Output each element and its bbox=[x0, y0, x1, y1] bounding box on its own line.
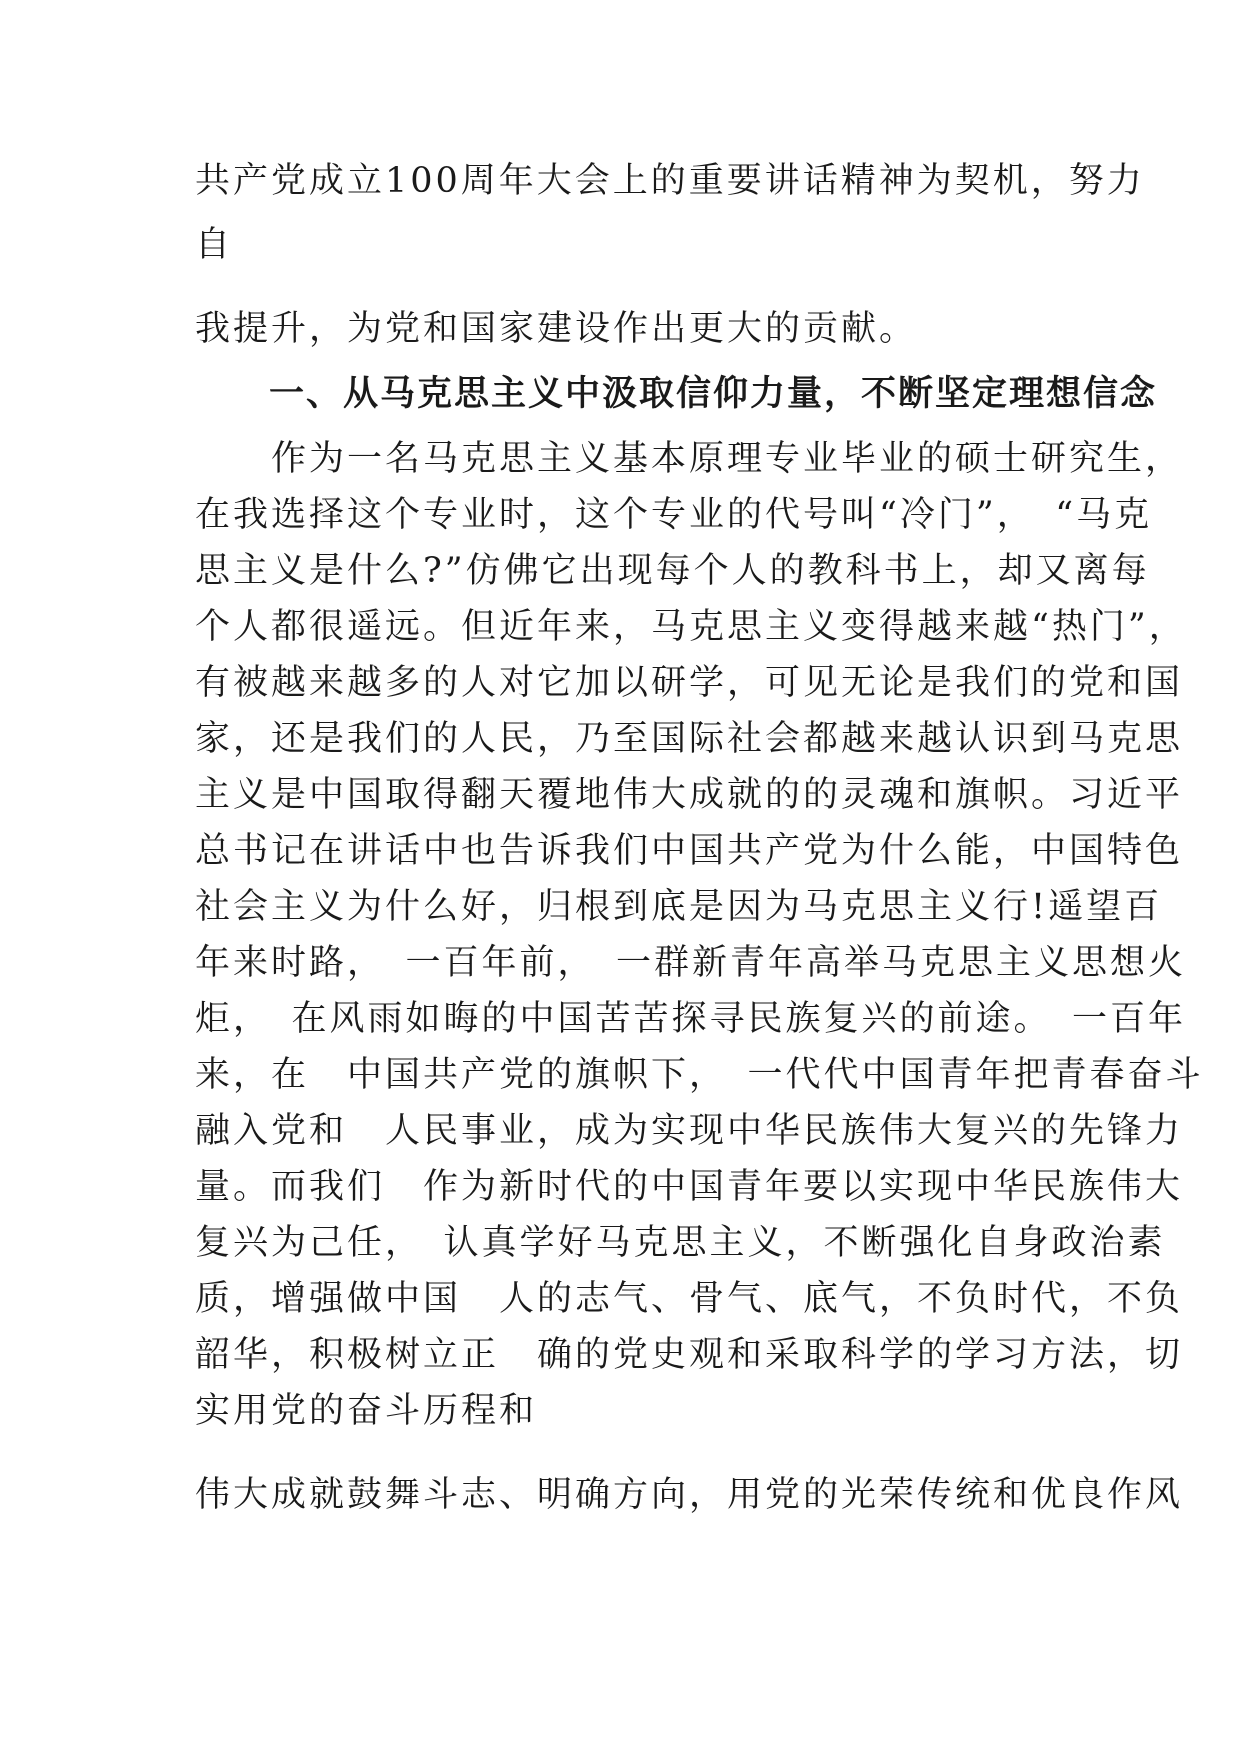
text-line: 主义是中国取得翻天覆地伟大成就的的灵魂和旗帜。习近平 bbox=[195, 775, 1184, 815]
text-line: 年来时路， 一百年前， 一群新青年高举马克思主义思想火 bbox=[195, 943, 1187, 983]
text-line: 韶华，积极树立正 确的党史观和采取科学的学习方法，切 bbox=[195, 1335, 1184, 1375]
text-line: 个人都很遥远。但近年来，马克思主义变得越来越“热门”， bbox=[195, 607, 1187, 647]
text-line: 实用党的奋斗历程和 bbox=[195, 1391, 538, 1431]
text-line: 量。而我们 作为新时代的中国青年要以实现中华民族伟大 bbox=[195, 1167, 1184, 1207]
text-line: 炬， 在风雨如晦的中国苦苦探寻民族复兴的前途。 一百年 bbox=[195, 999, 1187, 1039]
text-line: 我提升，为党和国家建设作出更大的贡献。 bbox=[195, 309, 918, 349]
text-line: 作为一名马克思主义基本原理专业毕业的硕士研究生， bbox=[195, 439, 1184, 479]
section-heading: 一、从马克思主义中汲取信仰力量，不断坚定理想信念 bbox=[195, 374, 1158, 414]
text-line: 来，在 中国共产党的旗帜下， 一代代中国青年把青春奋斗 bbox=[195, 1055, 1204, 1095]
text-line: 共产党成立100周年大会上的重要讲话精神为契机，努力 bbox=[195, 161, 1145, 201]
text-line: 质，增强做中国 人的志气、骨气、底气，不负时代，不负 bbox=[195, 1279, 1184, 1319]
text-line: 自 bbox=[195, 225, 234, 265]
text-line: 社会主义为什么好，归根到底是因为马克思主义行!遥望百 bbox=[195, 887, 1163, 927]
text-line: 复兴为己任， 认真学好马克思主义，不断强化自身政治素 bbox=[195, 1223, 1166, 1263]
text-line: 总书记在讲话中也告诉我们中国共产党为什么能，中国特色 bbox=[195, 831, 1184, 871]
text-line: 有被越来越多的人对它加以研学，可见无论是我们的党和国 bbox=[195, 663, 1184, 703]
text-line: 在我选择这个专业时，这个专业的代号叫“冷门”， “马克 bbox=[195, 495, 1153, 535]
text-line: 家，还是我们的人民，乃至国际社会都越来越认识到马克思 bbox=[195, 719, 1184, 759]
text-line: 伟大成就鼓舞斗志、明确方向，用党的光荣传统和优良作风 bbox=[195, 1475, 1184, 1515]
text-line: 思主义是什么?”仿佛它出现每个人的教科书上，却又离每 bbox=[195, 551, 1150, 591]
text-line: 融入党和 人民事业，成为实现中华民族伟大复兴的先锋力 bbox=[195, 1111, 1184, 1151]
